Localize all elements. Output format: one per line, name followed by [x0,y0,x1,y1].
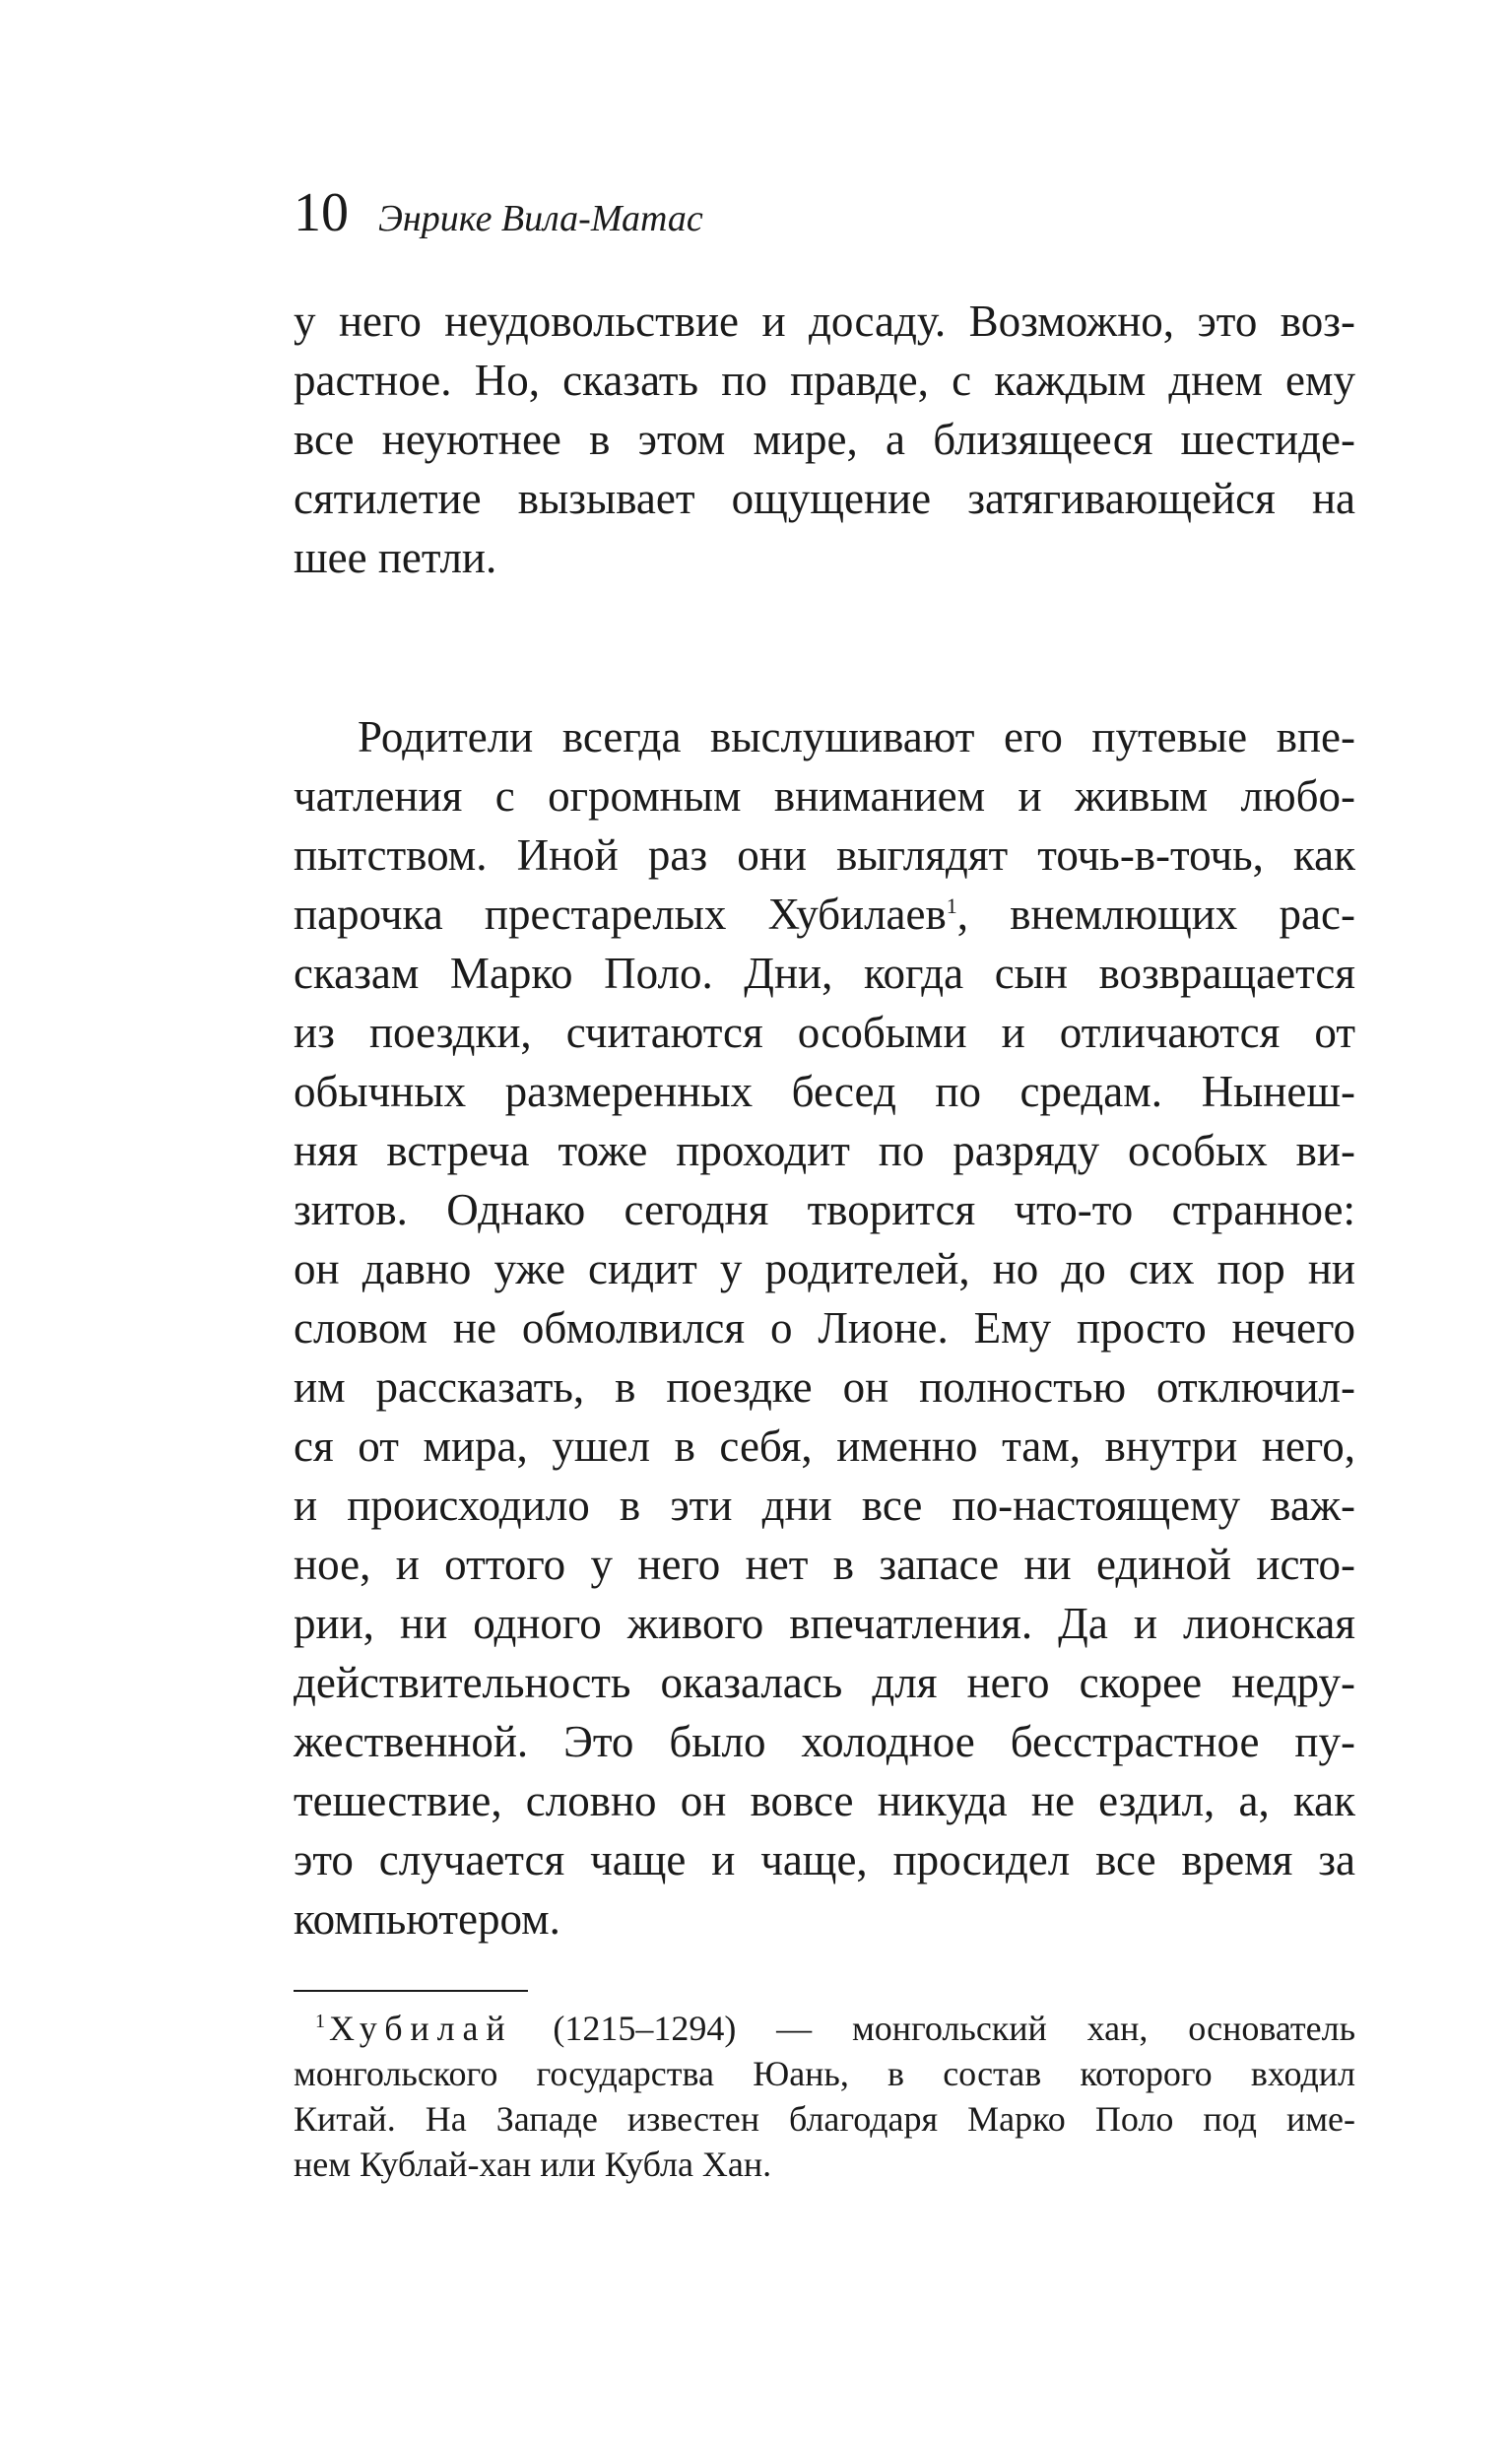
footnote-separator [294,1990,528,1992]
text-line: зитов. Однако сегодня творится что-то странное: [294,1185,1355,1234]
text-line: рии, ни одного живого впечатления. Да и лионская [294,1599,1355,1648]
text-line: им рассказать, в поездке он полностью отключил- [294,1362,1355,1412]
text-line: пытством. Иной раз они выглядят точь-в-точь, как [294,830,1355,880]
text-line: сятилетие вызывает ощущение затягивающейся на [294,474,1355,523]
text-line: няя встреча тоже проходит по разряду особых ви- [294,1126,1355,1175]
text-line: он давно уже сидит у родителей, но до сих пор ни [294,1244,1355,1293]
text-line: шее петли. [294,533,497,582]
footnote-text-segment: (1215–1294) — монгольский хан, основатель [512,2009,1355,2048]
running-author: Энрике Вила-Матас [378,198,703,239]
text-line: у него неудовольствие и досаду. Возможно, это воз- [294,297,1355,346]
page-number: 10 [294,182,349,243]
text-line: тешествие, словно он вовсе никуда не ездил, а, как [294,1776,1355,1825]
paragraph-continuation [294,292,1355,587]
text-line: из поездки, считаются особыми и отличаются от [294,1008,1355,1057]
text-segment: парочка престарелых Хубилаев [294,890,947,939]
text-line: чатления с огромным вниманием и живым любо- [294,771,1355,821]
text-line: компьютером. [294,1894,560,1944]
footnote-reference[interactable]: 1 [946,893,957,918]
text-line: и происходило в эти дни все по-настоящему важ- [294,1481,1355,1530]
footnote-line: Китай. На Западе известен благодаря Марко Поло под име- [294,2099,1355,2139]
text-line-with-footnote-ref [294,885,1355,944]
footnote-line: нем Кублай-хан или Кубла Хан. [294,2145,772,2184]
text-line: жественной. Это было холодное бесстрастное пу- [294,1717,1355,1766]
text-line: сказам Марко Поло. Дни, когда сын возвращается [294,949,1355,998]
text-line: все неуютнее в этом мире, а близящееся шестиде- [294,415,1355,464]
running-head [294,182,703,243]
text-line: действительность оказалась для него скорее недру- [294,1658,1355,1707]
text-line: это случается чаще и чаще, просидел все время за [294,1835,1355,1884]
text-line: обычных размеренных бесед по средам. Нынеш- [294,1067,1355,1116]
footnote-line: монгольского государства Юань, в состав которого входил [294,2054,1355,2093]
footnote [294,2006,1355,2187]
text-line: словом не обмолвился о Лионе. Ему просто нечего [294,1303,1355,1353]
text-segment: , внемлющих рас- [956,890,1355,939]
footnote-mark: 1 [315,2011,325,2032]
text-line: ся от мира, ушел в себя, именно там, внутри него, [294,1421,1355,1471]
footnote-line [294,2006,1355,2051]
text-line: растное. Но, сказать по правде, с каждым днем ему [294,356,1355,405]
paragraph-main [294,707,1355,1948]
footnote-term: Хубилай [329,2009,513,2048]
text-line: Родители всегда выслушивают его путевые впе- [358,712,1355,761]
text-line: ное, и оттого у него нет в запасе ни единой исто- [294,1540,1355,1589]
